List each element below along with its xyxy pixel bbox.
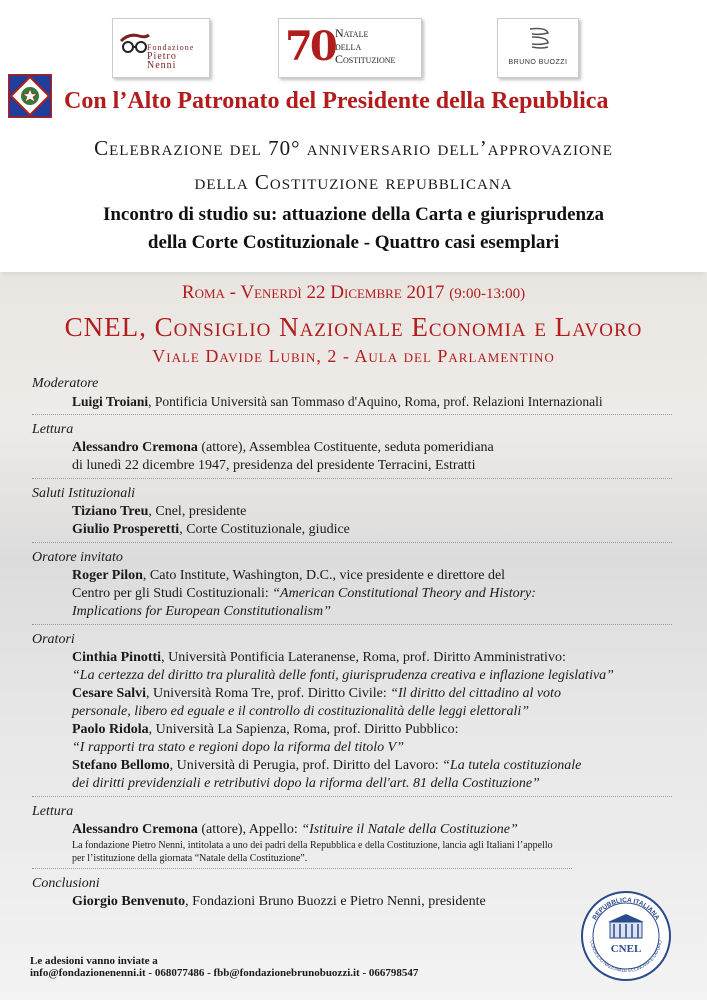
speaker-desc: , Fondazioni Bruno Buozzi e Pietro Nenni, presidente — [185, 894, 486, 909]
nenni-logo-line2: Pietro Nenni — [147, 51, 177, 71]
appello-note — [72, 839, 702, 865]
event-date: Roma - Venerdì 22 Dicembre 2017 — [181, 282, 445, 303]
cnel-seal-ring-top: REPUBBLICA ITALIANA — [591, 896, 661, 922]
event-address: Viale Davide Lubin, 2 - Aula del Parlamentino — [152, 346, 555, 366]
divider — [32, 414, 672, 416]
event-time: (9:00-13:00) — [449, 286, 526, 302]
speaker-desc: (attore), Appello: — [197, 822, 302, 837]
saluti-entry-2 — [72, 521, 702, 539]
oratore-entry-4 — [72, 757, 702, 793]
speaker-desc: , Corte Costituzionale, giudice — [179, 522, 350, 537]
section-title-oratore-invitato: Oratore invitato — [32, 550, 123, 565]
speaker-name: Tiziano Treu — [72, 504, 149, 519]
section-title-saluti: Saluti Istituzionali — [32, 486, 136, 501]
speaker-desc-line2: Centro per gli Studi Costituzionali: — [72, 586, 273, 601]
speaker-name: Cinthia Pinotti — [72, 650, 162, 665]
buozzi-mark-icon — [526, 25, 552, 53]
natale-logo-number: 70 — [285, 23, 335, 70]
divider — [32, 542, 672, 544]
section-title-conclusioni: Conclusioni — [32, 876, 100, 891]
divider — [32, 624, 672, 626]
divider — [32, 796, 672, 798]
speaker-desc: , Università La Sapienza, Roma, prof. Diritto Pubblico: — [148, 722, 459, 737]
speaker-desc: , Pontificia Università san Tommaso d'Aquino, Roma, prof. Relazioni Internazionali — [148, 394, 603, 409]
speaker-desc: (attore), Assemblea Costituente, seduta pomeridiana — [197, 440, 494, 455]
natale-logo-text — [335, 27, 395, 66]
appello-note-line2: per l’istituzione della giornata “Natale della Costituzione”. — [72, 853, 308, 864]
section-title-moderatore: Moderatore — [32, 376, 99, 391]
cnel-seal-text: CNEL — [610, 943, 642, 955]
speaker-name: Alessandro Cremona — [72, 440, 198, 455]
incontro-line-2: della Corte Costituzionale - Quattro casi esemplari — [147, 232, 560, 253]
lettura-2-entry — [72, 821, 702, 839]
nenni-logo-line1: Fondazione — [147, 43, 195, 52]
celebrazione-line-2: della Costituzione repubblicana — [194, 170, 513, 194]
speaker-desc: , Università Roma Tre, prof. Diritto Civile: — [146, 686, 391, 701]
speaker-name: Alessandro Cremona — [72, 822, 198, 837]
program — [32, 370, 702, 911]
speaker-desc: , Cnel, presidente — [148, 504, 247, 519]
oratore-invitato-entry — [72, 567, 702, 621]
speaker-name: Paolo Ridola — [72, 722, 149, 737]
talk-title: “La tutela costituzionale — [442, 758, 582, 773]
patronato-heading: Con l’Alto Patronato del Presidente della Repubblica — [64, 88, 609, 114]
buozzi-logo-text: BRUNO BUOZZI — [508, 59, 568, 66]
speaker-desc: , Cato Institute, Washington, D.C., vice presidente e direttore del — [142, 568, 506, 583]
presidential-emblem-icon — [8, 74, 52, 118]
cnel-seal-logo — [580, 890, 672, 982]
event-date-line — [0, 282, 707, 304]
oratore-entry-2 — [72, 685, 702, 721]
speaker-name: Stefano Bellomo — [72, 758, 170, 773]
divider — [32, 478, 672, 480]
celebrazione-line-1: Celebrazione del 70° anniversario dell’approvazione — [94, 136, 613, 160]
oratore-entry-3 — [72, 721, 702, 757]
speaker-name: Roger Pilon — [72, 568, 143, 583]
natale-logo-line1: Natale — [335, 26, 369, 40]
lettura-entry — [72, 439, 702, 475]
footer — [30, 955, 418, 979]
natale-logo-line2: della — [335, 39, 362, 53]
oratore-entry-1 — [72, 649, 702, 685]
section-title-lettura: Lettura — [32, 422, 74, 437]
moderatore-entry — [72, 393, 702, 411]
talk-title: “Il diritto del cittadino al voto — [390, 686, 561, 701]
incontro-line-1: Incontro di studio su: attuazione della Carta e giurisprudenza — [102, 204, 605, 225]
talk-title-line2: Implications for European Constitutionalism” — [72, 604, 331, 619]
speaker-name: Giorgio Benvenuto — [72, 894, 186, 909]
event-venue: CNEL, Consiglio Nazionale Economia e Lavoro — [64, 312, 643, 342]
talk-title: “Istituire il Natale della Costituzione” — [301, 822, 518, 837]
appello-note-line1: La fondazione Pietro Nenni, intitolata a uno dei padri della Repubblica e della Costituzione, lancia agli Italiani l’appello — [72, 840, 553, 851]
saluti-entry-1 — [72, 503, 702, 521]
fondazione-nenni-logo — [112, 18, 210, 78]
speaker-name: Giulio Prosperetti — [72, 522, 180, 537]
talk-title: “American Constitutional Theory and History: — [272, 586, 536, 601]
natale-logo-line3: Costituzione — [335, 52, 396, 66]
natale-costituzione-logo — [278, 18, 422, 78]
section-title-oratori: Oratori — [32, 632, 75, 647]
talk-title-line2: personale, libero ed eguale e il controllo di costituzionalità delle leggi elettorali” — [72, 704, 530, 719]
talk-title: “La certezza del diritto tra pluralità delle fonti, giurisprudenza creativa e inflazione legislativa” — [72, 668, 614, 683]
speaker-name: Luigi Troiani — [72, 394, 149, 409]
section-title-lettura-2: Lettura — [32, 804, 74, 819]
speaker-desc: , Università di Perugia, prof. Diritto del Lavoro: — [169, 758, 443, 773]
talk-title: “I rapporti tra stato e regioni dopo la riforma del titolo V” — [72, 740, 405, 755]
talk-title-line2: dei diritti previdenziali e retributivi dopo la riforma dell'art. 81 della Costituzione” — [72, 776, 540, 791]
footer-line1: Le adesioni vanno inviate a — [30, 955, 158, 967]
cnel-seal-ring-bottom: CONSIGLIO NAZIONALE ECONOMIA E LAVORO — [589, 939, 663, 974]
fondazione-buozzi-logo — [497, 18, 579, 78]
footer-contacts[interactable]: info@fondazionenenni.it - 068077486 - fbb@fondazionebrunobuozzi.it - 066798547 — [30, 967, 419, 979]
speaker-desc: , Università Pontificia Lateranense, Roma, prof. Diritto Amministrativo: — [161, 650, 566, 665]
speaker-name: Cesare Salvi — [72, 686, 147, 701]
nenni-logo-text — [147, 43, 209, 70]
divider — [32, 868, 572, 870]
speaker-desc-line2: di lunedì 22 dicembre 1947, presidenza del presidente Terracini, Estratti — [72, 458, 476, 473]
